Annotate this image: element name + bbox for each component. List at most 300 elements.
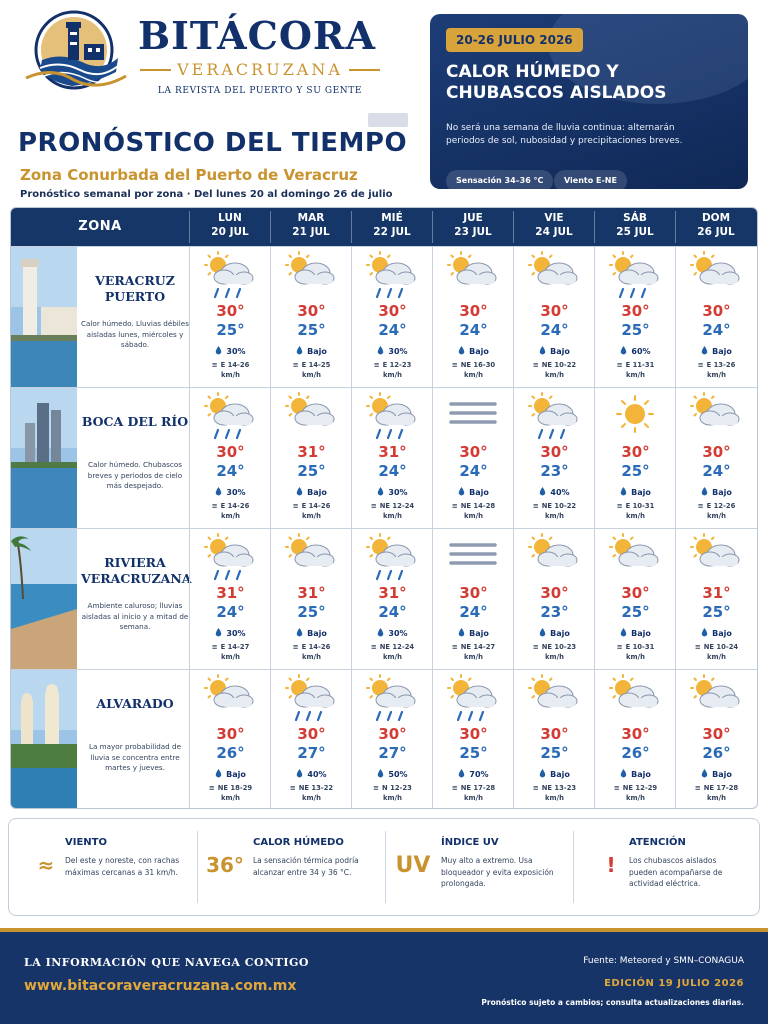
temp-max: 30° [216,725,245,743]
day-date: 23 JUL [454,226,492,238]
wind-unit: km/h [302,371,321,379]
raindrop-icon [296,346,303,355]
uv-icon: UV [395,853,431,878]
rain-probability [676,628,757,638]
rain-probability [190,769,271,779]
sun-cloud-rain-icon [526,392,582,442]
rain-probability [271,628,352,638]
wind-unit: km/h [464,512,483,520]
wind-value: NE 17-28 [460,784,496,792]
forecast-cell [513,247,594,387]
rain-probability [352,628,433,638]
divider [140,69,171,71]
raindrop-icon [539,346,546,355]
wind-icon: ≡ [292,643,299,651]
temp-max: 31° [297,443,326,461]
temp-min: 26° [621,744,650,762]
temp-max: 30° [540,302,569,320]
temp-max: 30° [297,302,326,320]
rain-probability [190,628,271,638]
wind-value: E 10-31 [625,502,655,510]
zone-description: Ambiente caluroso; lluvias aisladas al inicio y a mitad de semana. [81,601,189,631]
temp-max: 30° [216,302,245,320]
wind-forecast [271,501,352,521]
table-header [11,208,758,246]
sun-cloud-icon [526,533,582,583]
wind-unit: km/h [626,512,645,520]
wind-icon: ≡ [292,502,299,510]
temp-min: 24° [378,462,407,480]
raindrop-icon [539,769,546,778]
wind-value: NE 14-28 [460,502,496,510]
info-item [9,819,197,915]
rain-value: Bajo [631,488,651,497]
wind-forecast [190,642,271,662]
raindrop-icon [296,628,303,637]
wind-forecast [190,360,271,380]
temp-max: 30° [540,584,569,602]
wind-unit: km/h [707,371,726,379]
wind-value: E 11-31 [625,361,655,369]
footer-note: Pronóstico sujeto a cambios; consulta actualizaciones diarias. [481,998,744,1007]
rain-value: Bajo [469,488,489,497]
temp-min: 24° [378,603,407,621]
raindrop-icon [215,769,222,778]
sun-cloud-icon [445,251,501,301]
rain-value: 30% [226,347,246,356]
sun-cloud-rain-icon [364,533,420,583]
sun-cloud-icon [283,392,339,442]
temp-max: 30° [378,725,407,743]
wind-icon: ≡ [616,643,623,651]
forecast-range: Pronóstico semanal por zona · Del lunes 20 al domingo 26 de julio [20,189,393,200]
info-bar [8,818,760,916]
wind-value: E 12-26 [706,502,736,510]
wind-icon: ≡ [616,502,623,510]
wind-unit: km/h [707,794,726,802]
temp-min: 25° [540,744,569,762]
wind-forecast [352,783,433,803]
rain-value: Bajo [550,347,570,356]
sun-cloud-icon [283,533,339,583]
day-header [189,211,270,243]
wind-icon: ≡ [532,643,539,651]
rain-value: 40% [307,770,327,779]
highlight-text: No será una semana de lluvia continua: alternarán periodos de sol, nubosidad y precipitaciones breves. [446,123,683,146]
temp-min: 26° [702,744,731,762]
rain-value: 30% [388,629,408,638]
day-name: LUN [218,212,242,224]
divider [385,831,386,903]
wind-icon: ≡ [532,784,539,792]
wind-unit: km/h [302,794,321,802]
wind-value: E 14-26 [301,643,331,651]
forecast-cell [513,388,594,528]
temp-max: 30° [540,725,569,743]
header [0,0,768,205]
info-title: ÍNDICE UV [441,837,499,848]
feels-like-pill: Sensación 34–36 °C [446,170,553,189]
day-header [432,211,513,243]
temp-max: 30° [459,443,488,461]
rain-probability [514,346,595,356]
decorative-bar [368,113,408,127]
table-row [11,669,758,809]
temp-min: 24° [702,321,731,339]
rain-probability [676,487,757,497]
temp-max: 30° [378,302,407,320]
rain-probability [271,346,352,356]
forecast-cell [594,247,675,387]
rain-probability [190,487,271,497]
raindrop-icon [458,628,465,637]
footer-source: Fuente: Meteored y SMN–CONAGUA [583,956,744,966]
wind-forecast [433,642,514,662]
sun-cloud-rain-icon [364,674,420,724]
temp-max: 30° [702,725,731,743]
wind-forecast [190,783,271,803]
rain-value: Bajo [307,488,327,497]
wind-value: E 14-26 [301,502,331,510]
day-name: MAR [297,212,325,224]
raindrop-icon [701,487,708,496]
wind-forecast [595,642,676,662]
raindrop-icon [296,487,303,496]
divider [349,69,380,71]
fog-icon [445,533,501,583]
temp-min: 26° [216,744,245,762]
table-row [11,528,758,669]
wind-unit: km/h [545,794,564,802]
temp-max: 30° [459,302,488,320]
wind-forecast [676,501,757,521]
warning-icon: ! [606,853,616,877]
forecast-cell [270,388,351,528]
wind-unit: km/h [626,794,645,802]
temp-min: 24° [216,603,245,621]
wind-icon: ≡ [694,784,701,792]
info-text: La sensación térmica podría alcanzar entre 34 y 36 °C. [253,856,359,877]
wind-value: NE 10-24 [703,643,739,651]
wind-unit: km/h [464,653,483,661]
rain-probability [676,346,757,356]
temp-max: 30° [621,725,650,743]
rain-value: Bajo [226,770,246,779]
wind-unit: km/h [221,371,240,379]
day-date: 24 JUL [535,226,573,238]
rain-probability [271,487,352,497]
sun-cloud-icon [688,251,744,301]
temp-min: 25° [297,603,326,621]
wind-value: NE 18-29 [217,784,253,792]
raindrop-icon [701,346,708,355]
brand-subtitle [140,60,380,79]
rain-probability [595,487,676,497]
sun-cloud-rain-icon [283,674,339,724]
wind-unit: km/h [302,512,321,520]
rain-value: Bajo [712,347,732,356]
wind-icon: ≡ [208,784,215,792]
rain-value: Bajo [712,770,732,779]
temp-min: 25° [621,603,650,621]
sun-cloud-rain-icon [364,392,420,442]
temp-min: 25° [459,744,488,762]
wind-value: NE 13-23 [541,784,577,792]
sun-cloud-rain-icon [445,674,501,724]
temp-max: 31° [297,584,326,602]
day-date: 26 JUL [697,226,735,238]
wind-unit: km/h [383,512,402,520]
sun-cloud-icon [607,674,663,724]
wind-forecast [433,783,514,803]
wind-forecast [190,501,271,521]
temp-min: 27° [378,744,407,762]
highlight-date-badge: 20-26 JULIO 2026 [446,28,583,52]
wind-value: E 13-26 [706,361,736,369]
zone-name: RIVIERA VERACRUZANA [81,555,192,586]
raindrop-icon [620,487,627,496]
wind-forecast [514,783,595,803]
wind-forecast [514,360,595,380]
wind-forecast [271,642,352,662]
temp-min: 23° [540,603,569,621]
zone-column-header: ZONA [78,219,122,234]
wind-unit: km/h [221,512,240,520]
wind-value: NE 17-28 [703,784,739,792]
wind-unit: km/h [383,653,402,661]
rain-value: 50% [388,770,408,779]
day-header [270,211,351,243]
brand-subtitle-text: VERACRUZANA [177,60,343,79]
temp-max: 31° [378,443,407,461]
forecast-cell [270,529,351,669]
raindrop-icon [296,769,303,778]
raindrop-icon [620,769,627,778]
rain-probability [514,628,595,638]
raindrop-icon [620,346,627,355]
wind-icon: ≡ [211,643,218,651]
temp-min: 25° [702,603,731,621]
temp-min: 24° [540,321,569,339]
wind-forecast [595,501,676,521]
table-row [11,387,758,528]
highlight-card [430,14,748,189]
sun-cloud-icon [526,674,582,724]
info-text: Del este y noreste, con rachas máximas cercanas a 31 km/h. [65,856,180,877]
wind-unit: km/h [707,512,726,520]
wind-value: E 12-23 [382,361,412,369]
temp-max: 30° [702,302,731,320]
day-date: 21 JUL [292,226,330,238]
sun-cloud-icon [607,533,663,583]
raindrop-icon [620,628,627,637]
sun-cloud-icon [688,533,744,583]
forecast-cell [594,388,675,528]
rain-value: Bajo [469,629,489,638]
wind-unit: km/h [545,371,564,379]
zone-name: BOCA DEL RÍO [81,414,189,429]
raindrop-icon [377,628,384,637]
lighthouse-logo-icon [22,10,132,92]
page-subtitle: Zona Conurbada del Puerto de Veracruz [20,166,358,184]
day-name: JUE [463,212,483,224]
raindrop-icon [539,487,546,496]
rain-value: 30% [388,488,408,497]
forecast-cell [189,247,270,387]
zone-description: La mayor probabilidad de lluvia se concentra entre martes y jueves. [88,742,182,772]
wind-unit: km/h [221,653,240,661]
wind-unit: km/h [464,794,483,802]
raindrop-icon [377,346,384,355]
sun-icon [607,392,663,442]
temp-min: 25° [297,462,326,480]
temp-max: 31° [378,584,407,602]
forecast-cell [351,670,432,809]
wind-unit: km/h [221,794,240,802]
brand-title: BITÁCORA [138,13,376,58]
info-title: ATENCIÓN [629,837,686,848]
info-text: Muy alto a extremo. Usa bloqueador y evita exposición prolongada. [441,856,554,888]
rain-value: Bajo [307,347,327,356]
forecast-cell [351,529,432,669]
day-date: 20 JUL [211,226,249,238]
wind-value: E 10-31 [625,643,655,651]
beach-icon [11,529,77,669]
forecast-cell [189,670,270,809]
divider [573,831,574,903]
raindrop-icon [215,628,222,637]
brand-tagline: LA REVISTA DEL PUERTO Y SU GENTE [157,86,363,96]
forecast-cell [351,388,432,528]
forecast-cell [432,670,513,809]
forecast-cell [351,247,432,387]
raindrop-icon [458,346,465,355]
wind-unit: km/h [545,653,564,661]
rain-probability [514,487,595,497]
wind-unit: km/h [545,512,564,520]
sun-cloud-icon [202,674,258,724]
wind-unit: km/h [707,653,726,661]
temp-min: 24° [216,462,245,480]
wind-value: N 12-23 [382,784,412,792]
rain-value: Bajo [712,488,732,497]
forecast-cell [189,388,270,528]
temp-max: 30° [459,725,488,743]
rain-probability [352,346,433,356]
wind-forecast [595,360,676,380]
day-name: VIE [544,212,564,224]
wind-value: NE 12-29 [622,784,658,792]
forecast-cell [675,388,756,528]
rain-probability [595,628,676,638]
wind-forecast [271,360,352,380]
zone-description: Calor húmedo. Lluvias débiles aisladas lunes, miércoles y sábado. [81,319,189,349]
sun-cloud-icon [283,251,339,301]
raindrop-icon [539,628,546,637]
forecast-table [10,207,758,809]
temp-max: 30° [216,443,245,461]
sun-cloud-rain-icon [364,251,420,301]
day-header [594,211,675,243]
wind-value: E 14-26 [220,502,250,510]
info-title: VIENTO [65,837,107,848]
fog-icon [445,392,501,442]
wind-icon: ≡ [451,361,458,369]
raindrop-icon [701,769,708,778]
temp-max: 30° [621,302,650,320]
temp-min: 27° [297,744,326,762]
forecast-cell [594,529,675,669]
wind-forecast [352,360,433,380]
forecast-cell [594,670,675,809]
rain-value: 30% [226,629,246,638]
temp-min: 24° [459,321,488,339]
rain-probability [433,346,514,356]
rain-probability [595,346,676,356]
wind-unit: km/h [626,653,645,661]
zone-name: VERACRUZ PUERTO [95,273,175,304]
info-text: Los chubascos aislados pueden acompañarse de actividad eléctrica. [629,856,723,888]
forecast-cell [675,247,756,387]
wind-forecast [514,642,595,662]
wind-value: NE 14-27 [460,643,496,651]
forecast-cell [270,247,351,387]
temp-min: 25° [216,321,245,339]
sun-cloud-icon [526,251,582,301]
wind-value: NE 12-24 [379,502,415,510]
wind-icon: ≡ [373,784,380,792]
forecast-cell [513,670,594,809]
temp-max: 30° [459,584,488,602]
wind-icon: ≈ [37,853,55,877]
day-header [351,211,432,243]
rain-value: Bajo [712,629,732,638]
wind-unit: km/h [464,371,483,379]
rain-value: Bajo [631,770,651,779]
temp-min: 24° [459,462,488,480]
highlight-title: CALOR HÚMEDO Y CHUBASCOS AISLADOS [446,62,667,103]
raindrop-icon [701,628,708,637]
rain-value: 60% [631,347,651,356]
rain-value: 40% [550,488,570,497]
temp-min: 23° [540,462,569,480]
temp-max: 30° [702,443,731,461]
wind-icon: ≡ [211,361,218,369]
wind-icon: ≡ [532,502,539,510]
forecast-cell [270,670,351,809]
wind-value: NE 10-22 [541,361,577,369]
wind-icon: ≡ [370,643,377,651]
day-name: MIÉ [381,212,403,224]
day-header [513,211,594,243]
rain-value: 30% [226,488,246,497]
day-header [675,211,756,243]
temp-min: 24° [702,462,731,480]
towers-icon [11,388,77,528]
rain-value: Bajo [550,770,570,779]
rain-probability [433,628,514,638]
website-link[interactable]: www.bitacoraveracruzana.com.mx [24,978,297,994]
wind-icon: ≡ [694,643,701,651]
wind-value: NE 10-23 [541,643,577,651]
wind-unit: km/h [626,371,645,379]
raindrop-icon [458,769,465,778]
forecast-cell [675,670,756,809]
raindrop-icon [377,487,384,496]
sun-cloud-rain-icon [202,392,258,442]
wind-icon: ≡ [292,361,299,369]
wind-icon: ≡ [211,502,218,510]
